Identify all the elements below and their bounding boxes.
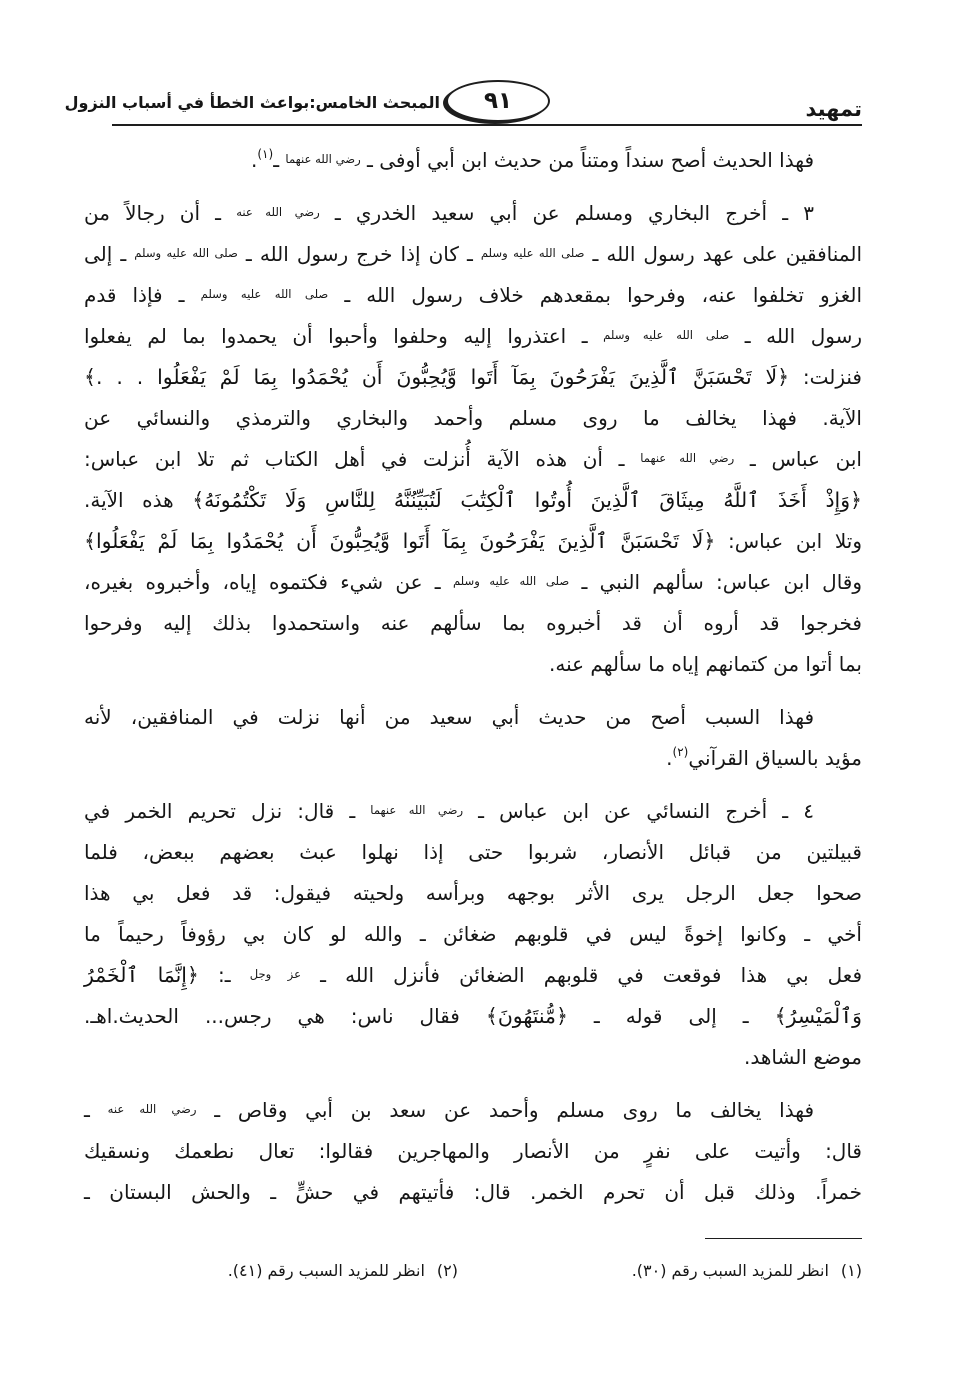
- text-run: خمراً. وذلك قبل أن تحرم الخمر. قال: فأتيتهم في حشٍّ ـ والحش البستان ـ: [84, 1180, 862, 1204]
- text-run: قبيلتين من قبائل الأنصار، شربوا حتى إذا نهلوا عبث بعضهم ببعض، فلما: [84, 840, 862, 864]
- text-line: [84, 832, 862, 873]
- text-line: [84, 140, 862, 181]
- text-run: ـ إلى: [84, 242, 135, 266]
- text-run: فهذا الحديث أصح سنداً ومتناً من حديث ابن أبي أوفى ـ: [360, 148, 814, 172]
- text-run: ـ فإذا قدم: [84, 283, 201, 307]
- quran-verse: ﴿لَا تَحْسَبَنَّ ٱلَّذِينَ يَفْرَحُونَ بِمَآ أَتَوا وَّيُحِبُّونَ أَن يُحْمَدُوا بِمَا لَمْ يَفْعَلُوا . . .﴾: [84, 365, 790, 389]
- text-line: [84, 1172, 862, 1213]
- text-run: الآية. فهذا يخالف ما روى مسلم وأحمد والبخاري والترمذي والنسائي عن: [84, 406, 862, 430]
- honorific: صلى الله عليه وسلم: [603, 327, 730, 342]
- paragraph: [84, 791, 862, 1078]
- text-run: صحوا جعل الرجل يرى الأثر بوجهه وبرأسه ولحيته فيقول: قد فعل بي هذا: [84, 881, 862, 905]
- text-run: ـ: [273, 148, 286, 172]
- honorific: صلى الله عليه وسلم: [134, 245, 238, 260]
- text-run: المنافقين على عهد رسول الله ـ: [584, 242, 862, 266]
- text-run: ـ قال: نزل تحريم الخمر في: [84, 799, 371, 823]
- text-line: [84, 603, 862, 644]
- page-number-badge: [446, 80, 550, 122]
- text-run: فقال ناس: هي رجس... الحديث.اهـ.: [84, 1004, 486, 1028]
- text-run: بما أتوا من كتمانهم إياه ما سألهم عنه.: [548, 652, 862, 676]
- text-run: وتلا ابن عباس:: [715, 529, 863, 553]
- text-line: [84, 439, 862, 480]
- text-run: ـ عن شيء فكتموه إياه، وأخبروه بغيره،: [84, 570, 453, 594]
- text-run: فنزلت:: [789, 365, 862, 389]
- text-line: [84, 914, 862, 955]
- text-line: [84, 697, 862, 738]
- footnote-ref: (٢): [672, 745, 689, 759]
- text-run: ـ أن هذه الآية أُنزلت في أهل الكتاب ثم تلا ابن عباس:: [84, 447, 641, 471]
- text-run: ـ اعتذروا إليه وحلفوا وأحبوا أن يحمدوا بما لم يفعلوا: [84, 324, 604, 348]
- text-run: فخرجوا قد أروه أن قد أخبروه بما سألهم عنه واستحمدوا بذلك إليه وفرحوا: [84, 611, 862, 635]
- quran-verse: ﴿لَا تَحْسَبَنَّ ٱلَّذِينَ يَفْرَحُونَ بِمَآ أَتَوا وَّيُحِبُّونَ أَن يُحْمَدُوا بِمَا لَمْ يَفْعَلُوا﴾: [84, 529, 716, 553]
- text-run: .: [251, 148, 258, 172]
- section-title: تمهيد: [805, 97, 862, 121]
- honorific: صلى الله عليه وسلم: [452, 573, 570, 588]
- page-number: ٩١: [483, 87, 513, 114]
- text-run: ـ إلى قوله ـ: [567, 1004, 775, 1028]
- honorific: رضي الله عنهما: [285, 151, 361, 166]
- text-line: [84, 873, 862, 914]
- chapter-title: المبحث الخامس:بواعث الخطأ في أسباب النزول: [64, 93, 440, 112]
- text-line: [84, 738, 862, 779]
- text-run: وقال ابن عباس: سألهم النبي ـ: [569, 570, 862, 594]
- text-line: [84, 316, 862, 357]
- text-run: ٤ ـ أخرج النسائي عن ابن عباس ـ: [463, 799, 814, 823]
- paragraph: [84, 193, 862, 685]
- quran-verse: ﴿مُّنتَهُونَ﴾: [485, 1004, 568, 1028]
- text-run: ـ كان إذا خرج رسول الله ـ: [237, 242, 481, 266]
- text-run: هذه الآية.: [84, 488, 193, 512]
- text-run: قال: وأتيت على نفرٍ من الأنصار والمهاجرين فقالوا: تعال نطعمك ونسقيك: [84, 1139, 862, 1163]
- quran-verse: ﴿إِنَّمَا ٱلْخَمْرُ: [84, 963, 199, 987]
- honorific: رضي الله عنه: [236, 204, 320, 219]
- paragraph: [84, 140, 862, 181]
- footnote-separator: [705, 1238, 862, 1239]
- text-line: [84, 234, 862, 275]
- text-run: فهذا السبب أصح من حديث أبي سعيد من أنها نزلت في المنافقين، لأنه: [84, 705, 814, 729]
- paragraph: [84, 1090, 862, 1213]
- honorific: عز وجل: [249, 966, 301, 981]
- text-line: [84, 275, 862, 316]
- text-run: فعل بي هذا فوقعت في قلوبهم الضغائن فأنزل الله ـ: [301, 963, 863, 987]
- honorific: رضي الله عنهما: [370, 802, 464, 817]
- text-line: [84, 562, 862, 603]
- footnote-item: [228, 1256, 458, 1286]
- text-line: [84, 480, 862, 521]
- text-line: [84, 791, 862, 832]
- text-run: ـ أن رجالاً من: [84, 201, 237, 225]
- footnote-ref: (١): [257, 147, 274, 161]
- body-text: [84, 140, 862, 1213]
- quran-verse: وَٱلْمَيْسِرُ﴾: [774, 1004, 862, 1028]
- text-line: [84, 996, 862, 1037]
- honorific: صلى الله عليه وسلم: [480, 245, 585, 260]
- footnote-item: [632, 1256, 862, 1286]
- text-line: [84, 955, 862, 996]
- text-line: [84, 193, 862, 234]
- quran-verse: ﴿وَإِذْ أَخَذَ ٱللَّهُ مِيثَاقَ ٱلَّذِينَ أُوتُوا ٱلْكِتَٰبَ لَتُبَيِّنُنَّهُ لِلنَّاسِ وَلَا تَكْتُمُونَهُ﴾: [192, 488, 862, 512]
- text-run: رسول الله ـ: [729, 324, 862, 348]
- text-run: ٣ ـ أخرج البخاري ومسلم عن أبي سعيد الخدري ـ: [319, 201, 814, 225]
- footnote-text: انظر للمزيد السبب رقم (٤١).: [227, 1261, 425, 1280]
- text-line: [84, 1131, 862, 1172]
- text-run: موضع الشاهد.: [743, 1045, 862, 1069]
- text-line: [84, 398, 862, 439]
- footnote-text: انظر للمزيد السبب رقم (٣٠).: [631, 1261, 829, 1280]
- text-run: .: [666, 746, 673, 770]
- honorific: صلى الله عليه وسلم: [200, 286, 329, 301]
- text-line: [84, 644, 862, 685]
- footnote-number: (٢): [436, 1261, 458, 1280]
- honorific: رضي الله عنهما: [640, 450, 735, 465]
- footnote-number: (١): [840, 1261, 862, 1280]
- text-run: فهذا يخالف ما روى مسلم وأحمد عن سعد بن أبي وقاص ـ: [196, 1098, 815, 1122]
- header-rule: [112, 124, 862, 126]
- text-line: [84, 1037, 862, 1078]
- text-line: [84, 1090, 862, 1131]
- text-run: أخي ـ وكانوا إخوةً ليس في قلوبهم ضغائن ـ والله لو كان بي رؤوفاً رحيماً ما: [84, 922, 862, 946]
- text-line: [84, 357, 862, 398]
- text-run: ابن عباس ـ: [734, 447, 862, 471]
- honorific: رضي الله عنه: [107, 1101, 197, 1116]
- text-run: الغزو تخلفوا عنه، وفرحوا بمقعدهم خلاف رسول الله ـ: [328, 283, 862, 307]
- paragraph: [84, 697, 862, 779]
- text-line: [84, 521, 862, 562]
- text-run: مؤيد بالسياق القرآني: [688, 746, 862, 770]
- text-run: ـ: [84, 1098, 108, 1122]
- text-run: ـ:: [198, 963, 250, 987]
